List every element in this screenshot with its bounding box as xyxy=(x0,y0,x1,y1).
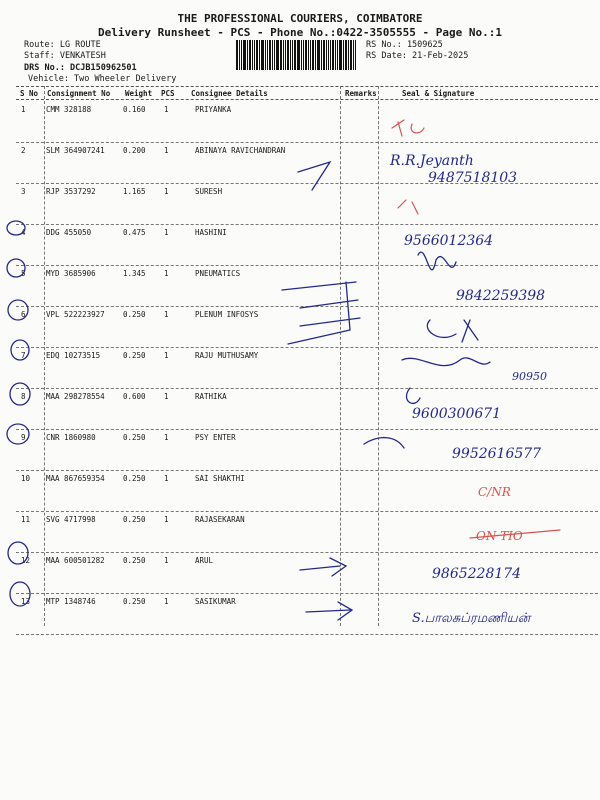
table-row xyxy=(16,101,598,143)
header-divider-top xyxy=(16,86,598,87)
row-consignment: MAA 600501282 xyxy=(46,556,105,565)
row-sno: 6 xyxy=(21,310,26,319)
table-row xyxy=(16,224,598,266)
row-consignment: CMM 328188 xyxy=(46,105,92,114)
row-weight: 0.250 xyxy=(123,351,146,360)
table-row xyxy=(16,552,598,594)
row-sno: 12 xyxy=(21,556,31,565)
row-consignee: ARUL xyxy=(195,556,214,565)
row-weight: 0.250 xyxy=(123,556,146,565)
table-row xyxy=(16,183,598,225)
col-header-remarks: Remarks xyxy=(345,89,377,98)
row-sno: 1 xyxy=(21,105,26,114)
row-pcs: 1 xyxy=(164,556,169,565)
table-row xyxy=(16,142,598,184)
drs-number: DRS No.: DCJB150962501 xyxy=(24,63,137,73)
table-row xyxy=(16,347,598,389)
col-header-sno: S No xyxy=(20,89,39,98)
row-consignee: SURESH xyxy=(195,187,223,196)
row-consignee: HASHINI xyxy=(195,228,227,237)
col-header-weight: Weight xyxy=(125,89,153,98)
handwritten-name-row2: R.R.Jeyanth xyxy=(390,153,474,169)
row-pcs: 1 xyxy=(164,269,169,278)
handwritten-phone-row12: 9865228174 xyxy=(432,566,522,582)
barcode xyxy=(236,40,358,70)
staff-label: Staff: VENKATESH xyxy=(24,51,106,61)
row-consignee: PNEUMATICS xyxy=(195,269,241,278)
header-divider-bottom xyxy=(16,99,598,100)
row-consignment: MAA 298278554 xyxy=(46,392,105,401)
table-row xyxy=(16,511,598,553)
row-weight: 0.160 xyxy=(123,105,146,114)
row-consignment: SLM 364907241 xyxy=(46,146,105,155)
handwritten-phone-row5: 9842259398 xyxy=(456,288,546,304)
row-sno: 11 xyxy=(21,515,31,524)
handwritten-note-row11: ON TIO xyxy=(476,529,523,543)
row-consignment: SVG 4717998 xyxy=(46,515,96,524)
row-consignment: MTP 1348746 xyxy=(46,597,96,606)
row-consignee: PRIYANKA xyxy=(195,105,232,114)
row-sno: 5 xyxy=(21,269,26,278)
handwritten-phone-row2: 9487518103 xyxy=(428,170,518,186)
col-header-pcs: PCS xyxy=(161,89,175,98)
row-weight: 0.600 xyxy=(123,392,146,401)
row-weight: 0.250 xyxy=(123,433,146,442)
row-weight: 0.250 xyxy=(123,474,146,483)
row-pcs: 1 xyxy=(164,392,169,401)
table-row xyxy=(16,470,598,512)
table-row xyxy=(16,306,598,348)
row-consignee: PLENUM INFOSYS xyxy=(195,310,259,319)
row-sno: 4 xyxy=(21,228,26,237)
row-sno: 9 xyxy=(21,433,26,442)
table-row xyxy=(16,265,598,307)
row-weight: 0.250 xyxy=(123,515,146,524)
row-consignee: RAJASEKARAN xyxy=(195,515,245,524)
handwritten-note-row7: 90950 xyxy=(512,370,547,383)
row-sno: 2 xyxy=(21,146,26,155)
row-consignment: MYD 3685906 xyxy=(46,269,96,278)
row-weight: 1.165 xyxy=(123,187,146,196)
row-pcs: 1 xyxy=(164,433,169,442)
handwritten-note-row10: C/NR xyxy=(478,485,511,499)
row-weight: 0.250 xyxy=(123,597,146,606)
row-pcs: 1 xyxy=(164,105,169,114)
row-sno: 8 xyxy=(21,392,26,401)
row-sno: 10 xyxy=(21,474,31,483)
row-consignee: PSY ENTER xyxy=(195,433,236,442)
route-label: Route: LG ROUTE xyxy=(24,40,101,50)
row-consignee: SASIKUMAR xyxy=(195,597,236,606)
row-sno: 13 xyxy=(21,597,31,606)
row-consignment: VPL 522223927 xyxy=(46,310,105,319)
col-header-consignment: Consignment No xyxy=(47,89,111,98)
row-weight: 0.250 xyxy=(123,310,146,319)
handwritten-sign-row13: S.பாலசுப்ரமணியன் xyxy=(412,611,531,626)
table-row xyxy=(16,593,598,635)
row-consignment: DDG 455050 xyxy=(46,228,92,237)
vehicle-label: Vehicle: Two Wheeler Delivery xyxy=(28,74,177,84)
row-consignment: CNR 1860980 xyxy=(46,433,96,442)
col-header-consignee: Consignee Details xyxy=(191,89,268,98)
table-row xyxy=(16,429,598,471)
row-consignee: RATHIKA xyxy=(195,392,227,401)
row-pcs: 1 xyxy=(164,146,169,155)
row-consignment: MAA 867659354 xyxy=(46,474,105,483)
row-consignment: EDQ 10273515 xyxy=(46,351,101,360)
row-weight: 0.475 xyxy=(123,228,146,237)
row-sno: 3 xyxy=(21,187,26,196)
row-consignment: RJP 3537292 xyxy=(46,187,96,196)
col-header-signature: Seal & Signature xyxy=(402,89,475,98)
row-pcs: 1 xyxy=(164,515,169,524)
handwritten-phone-row9: 9952616577 xyxy=(452,446,542,462)
company-title: THE PROFESSIONAL COURIERS, COIMBATORE xyxy=(177,12,423,25)
handwritten-phone-row8: 9600300671 xyxy=(412,406,502,422)
row-consignee: ABINAYA RAVICHANDRAN xyxy=(195,146,286,155)
runsheet-subtitle: Delivery Runsheet - PCS - Phone No.:0422-3505555 - Page No.:1 xyxy=(98,26,502,39)
row-consignee: RAJU MUTHUSAMY xyxy=(195,351,259,360)
handwritten-phone-row4: 9566012364 xyxy=(404,233,494,249)
row-weight: 0.200 xyxy=(123,146,146,155)
rs-number: RS No.: 1509625 xyxy=(366,40,443,50)
row-pcs: 1 xyxy=(164,228,169,237)
table-row xyxy=(16,388,598,430)
row-weight: 1.345 xyxy=(123,269,146,278)
row-pcs: 1 xyxy=(164,474,169,483)
row-consignee: SAI SHAKTHI xyxy=(195,474,245,483)
row-pcs: 1 xyxy=(164,310,169,319)
row-sno: 7 xyxy=(21,351,26,360)
row-pcs: 1 xyxy=(164,187,169,196)
rs-date: RS Date: 21-Feb-2025 xyxy=(366,51,469,61)
row-pcs: 1 xyxy=(164,597,169,606)
row-pcs: 1 xyxy=(164,351,169,360)
